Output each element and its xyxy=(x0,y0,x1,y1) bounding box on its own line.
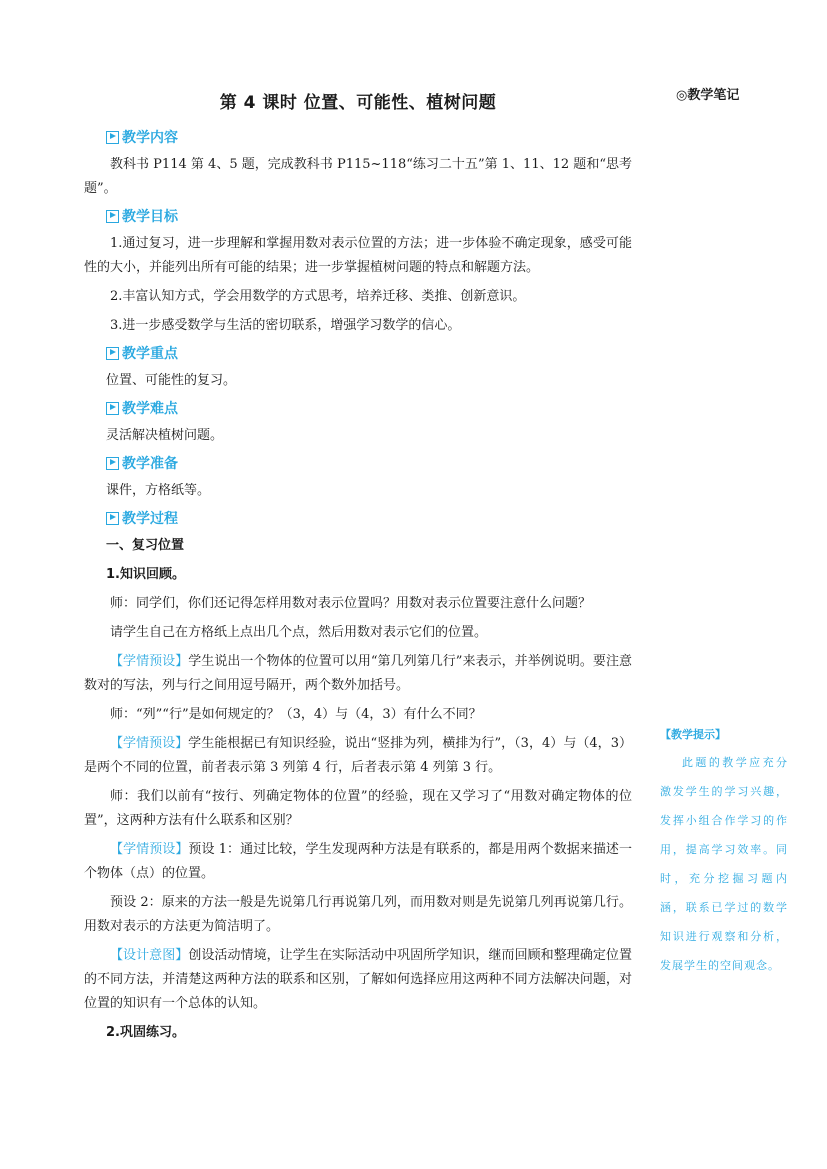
section-heading-content: 教学内容 xyxy=(106,127,632,147)
key-points-text: 位置、可能性的复习。 xyxy=(106,373,237,388)
situation-tag: 【学情预设】 xyxy=(110,736,189,751)
main-column xyxy=(84,84,632,1050)
goal-item-3: 3.进一步感受数学与生活的密切联系，增强学习数学的信心。 xyxy=(110,318,461,333)
section-heading-difficulties: 教学难点 xyxy=(106,398,632,418)
section-heading-key-points: 教学重点 xyxy=(106,343,632,363)
section-heading-goals: 教学目标 xyxy=(106,206,632,226)
preparation-text: 课件，方格纸等。 xyxy=(106,483,211,498)
section-heading-process: 教学过程 xyxy=(106,508,632,528)
play-box-icon xyxy=(106,512,119,525)
content-text: 教科书 P114 第 4、5 题，完成教科书 P115~118“练习二十五”第 1、11、12 题和“思考题”。 xyxy=(84,157,632,196)
difficulties-text: 灵活解决植树问题。 xyxy=(106,428,224,443)
process-paragraph: 【学情预设】预设 1：通过比较，学生发现两种方法是有联系的，都是用两个数据来描述一个物体（点）的位置。 xyxy=(84,842,632,881)
part1-title: 一、复习位置 xyxy=(106,538,185,553)
process-paragraph: 请学生自己在方格纸上点出几个点，然后用数对表示它们的位置。 xyxy=(110,625,488,640)
section-heading-preparation: 教学准备 xyxy=(106,453,632,473)
process-paragraph: 【设计意图】创设活动情境，让学生在实际活动中巩固所学知识，继而回顾和整理确定位置的不同方法，并清楚这两种方法的联系和区别，了解如何选择应用这两种不同方法解决问题，对位置的知识有一个总体的认知。 xyxy=(84,948,632,1011)
play-box-icon xyxy=(106,131,119,144)
process-paragraph: 师：同学们，你们还记得怎样用数对表示位置吗？用数对表示位置要注意什么问题？ xyxy=(110,596,592,611)
process-paragraph: 【学情预设】学生能根据已有知识经验，说出“竖排为列，横排为行”，（3，4）与（4，3）是两个不同的位置，前者表示第 3 列第 4 行，后者表示第 4 列第 3 行。 xyxy=(84,736,632,775)
process-paragraph: 预设 2：原来的方法一般是先说第几行再说第几列，而用数对则是先说第几列再说第几行。用数对表示的方法更为简洁明了。 xyxy=(84,895,632,934)
situation-tag: 【学情预设】 xyxy=(110,654,189,669)
process-paragraph: 师：我们以前有“按行、列确定物体的位置”的经验，现在又学习了“用数对确定物体的位置”，这两种方法有什么联系和区别？ xyxy=(84,789,632,828)
design-intent-tag: 【设计意图】 xyxy=(110,948,189,963)
teaching-tip-box xyxy=(660,726,788,980)
goal-item-1: 1.通过复习，进一步理解和掌握用数对表示位置的方法；进一步体验不确定现象，感受可能性的大小，并能列出所有可能的结果；进一步掌握植树问题的特点和解题方法。 xyxy=(84,236,632,275)
teaching-notes-label: ◎教学笔记 xyxy=(676,88,740,103)
process-paragraph: 【学情预设】学生说出一个物体的位置可以用“第几列第几行”来表示，并举例说明。要注意数对的写法，列与行之间用逗号隔开，两个数外加括号。 xyxy=(84,654,632,693)
play-box-icon xyxy=(106,210,119,223)
step1-title: 1.知识回顾。 xyxy=(106,567,185,582)
teaching-tip-heading: 【教学提示】 xyxy=(660,728,726,741)
situation-tag: 【学情预设】 xyxy=(110,842,189,857)
step2-title: 2.巩固练习。 xyxy=(106,1025,185,1040)
page-title: 第 4 课时 位置、可能性、植树问题 xyxy=(219,93,497,113)
play-box-icon xyxy=(106,402,119,415)
process-paragraph: 师：“列”“行”是如何规定的？（3，4）与（4，3）有什么不同？ xyxy=(110,707,482,722)
play-box-icon xyxy=(106,457,119,470)
play-box-icon xyxy=(106,347,119,360)
goal-item-2: 2.丰富认知方式，学会用数学的方式思考，培养迁移、类推、创新意识。 xyxy=(110,289,526,304)
teaching-tip-text: 此题的教学应充分激发学生的学习兴趣，发挥小组合作学习的作用，提高学习效率。同时，充分挖掘习题内涵，联系已学过的数学知识进行观察和分析，发展学生的空间观念。 xyxy=(660,756,788,972)
